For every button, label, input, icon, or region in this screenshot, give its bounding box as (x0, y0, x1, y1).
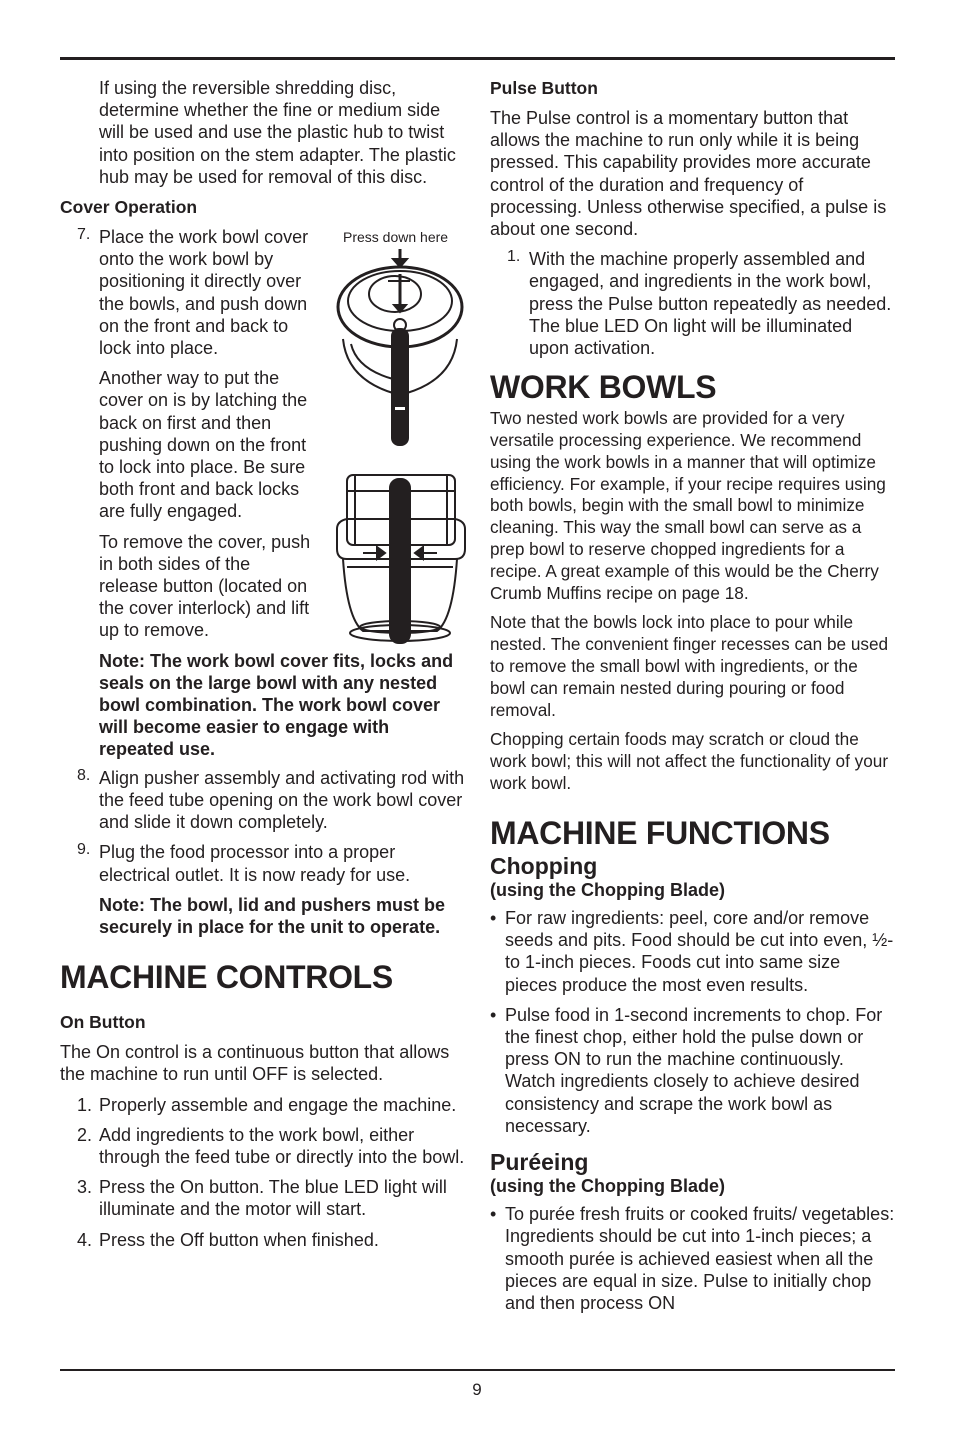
chopping-subheading: (using the Chopping Blade) (490, 879, 725, 900)
step-7-number: 7. (77, 226, 91, 244)
step-9-text: Plug the food processor into a proper electrical outlet. It is now ready for use. (99, 842, 411, 885)
list-item: 1. Properly assemble and engage the machine. (77, 1094, 457, 1115)
list-item: • For raw ingredients: peel, core and/or remove seeds and pits. Food should be cut into even, ½- to 1-inch pieces. Foods cut into same size pieces produce the most even results. (490, 907, 894, 995)
pureeing-heading: Puréeing (490, 1149, 589, 1176)
work-bowls-paragraph-1: Two nested work bowls are provided for a very versatile processing experience. We recommend using the work bowls in a manner that will optimize efficiency. For example, if your recipe requires using both bowls, begin with the small bowl to minimize cleaning. This way the small bowl can serve as a prep bowl to reserve chopped ingredients for a recipe. A great example of this would be the Cherry Crumb Muffins recipe on page 18. (490, 408, 886, 603)
top-rule (60, 57, 895, 60)
pureeing-subheading: (using the Chopping Blade) (490, 1176, 725, 1197)
note-cover: Note: The work bowl cover fits, locks and seals on the large bowl with any nested bowl combination. The work bowl cover will become easier to engage with repeated use. (99, 650, 454, 760)
step-9-number: 9. (77, 841, 91, 859)
list-item: • To purée fresh fruits or cooked fruits/ vegetables: Ingredients should be cut into 1-inch pieces; a smooth purée is achieved easiest when all the pieces are equal in size. Pulse to initially chop and then process ON (490, 1204, 895, 1314)
shredding-disc-paragraph: If using the reversible shredding disc, determine whether the fine or medium side will be used and use the plastic hub to twist into position on the stem adapter. The plastic hub may be used for removal of this disc. (99, 78, 456, 187)
bottom-rule (60, 1369, 895, 1371)
list-item: 4. Press the Off button when finished. (77, 1229, 379, 1250)
step-8-number: 8. (77, 766, 91, 784)
work-bowls-paragraph-3: Chopping certain foods may scratch or cloud the work bowl; this will not affect the functionality of your work bowl. (490, 729, 889, 793)
step-7-remove-text: To remove the cover, push in both sides of the release button (located on the cover interlock) and lift up to remove. (99, 531, 311, 641)
chopping-heading: Chopping (490, 852, 598, 879)
step-7-alt-text: Another way to put the cover on is by latching the back on first and then pushing down on the front to lock into place. Be sure both front and back locks are fully engaged. (99, 368, 308, 522)
step-9 (60, 841, 465, 938)
pulse-step-1 (490, 248, 896, 359)
pureeing-bullets (490, 1203, 896, 1314)
list-item: 3. Press the On button. The blue LED light will illuminate and the motor will start. (77, 1177, 447, 1220)
cover-operation-heading: Cover Operation (60, 197, 198, 218)
list-item: • Pulse food in 1-second increments to chop. For the finest chop, either hold the pulse down or press ON to run the machine continuously. Watch ingredients closely to achieve desired consistency and scrape the work bowl as necessary. (490, 1004, 883, 1136)
step-7-text: Place the work bowl cover onto the work bowl by positioning it directly over the bowls, and push down on the front and back to lock into place. (99, 227, 309, 359)
press-down-caption: Press down here (343, 229, 449, 245)
machine-functions-heading: MACHINE FUNCTIONS (490, 814, 830, 851)
on-button-text: The On control is a continuous button that allows the machine to run until OFF is selected. (60, 1042, 450, 1085)
note-bowl-lid: Note: The bowl, lid and pushers must be securely in place for the unit to operate. (99, 894, 446, 937)
on-button-heading: On Button (60, 1012, 146, 1033)
chopping-bullets (490, 907, 896, 1137)
pulse-button-text: The Pulse control is a momentary button that allows the machine to run only while it is being pressed. This capability provides more accurate control of the duration and frequency of processing. Unless otherwise specified, a pulse is about one second. (490, 108, 887, 240)
pulse-step-text: With the machine properly assembled and engaged, and ingredients in the work bowl, press the Pulse button repeatedly as needed. The blue LED On light will be illuminated upon activation. (529, 249, 892, 359)
page-number: 9 (472, 1380, 482, 1399)
on-steps-list (60, 1094, 465, 1251)
food-processor-illustration (333, 229, 468, 654)
food-processor-drawing (333, 229, 468, 649)
pulse-step-number: 1. (507, 248, 521, 266)
step-8-text: Align pusher assembly and activating rod with the feed tube opening on the work bowl cover and slide it down completely. (99, 767, 465, 833)
pulse-button-heading: Pulse Button (490, 78, 598, 98)
step-8 (60, 767, 465, 834)
work-bowls-paragraph-2: Note that the bowls lock into place to pour while nested. The convenient finger recesses can be used to remove the small bowl with ingredients, or the bowl can remain nested during pouring or food removal. (490, 612, 889, 720)
machine-controls-heading: MACHINE CONTROLS (60, 959, 393, 996)
work-bowls-heading: WORK BOWLS (490, 369, 717, 406)
list-item: 2. Add ingredients to the work bowl, either through the feed tube or directly into the bowl. (77, 1124, 465, 1167)
right-column (490, 77, 896, 1314)
